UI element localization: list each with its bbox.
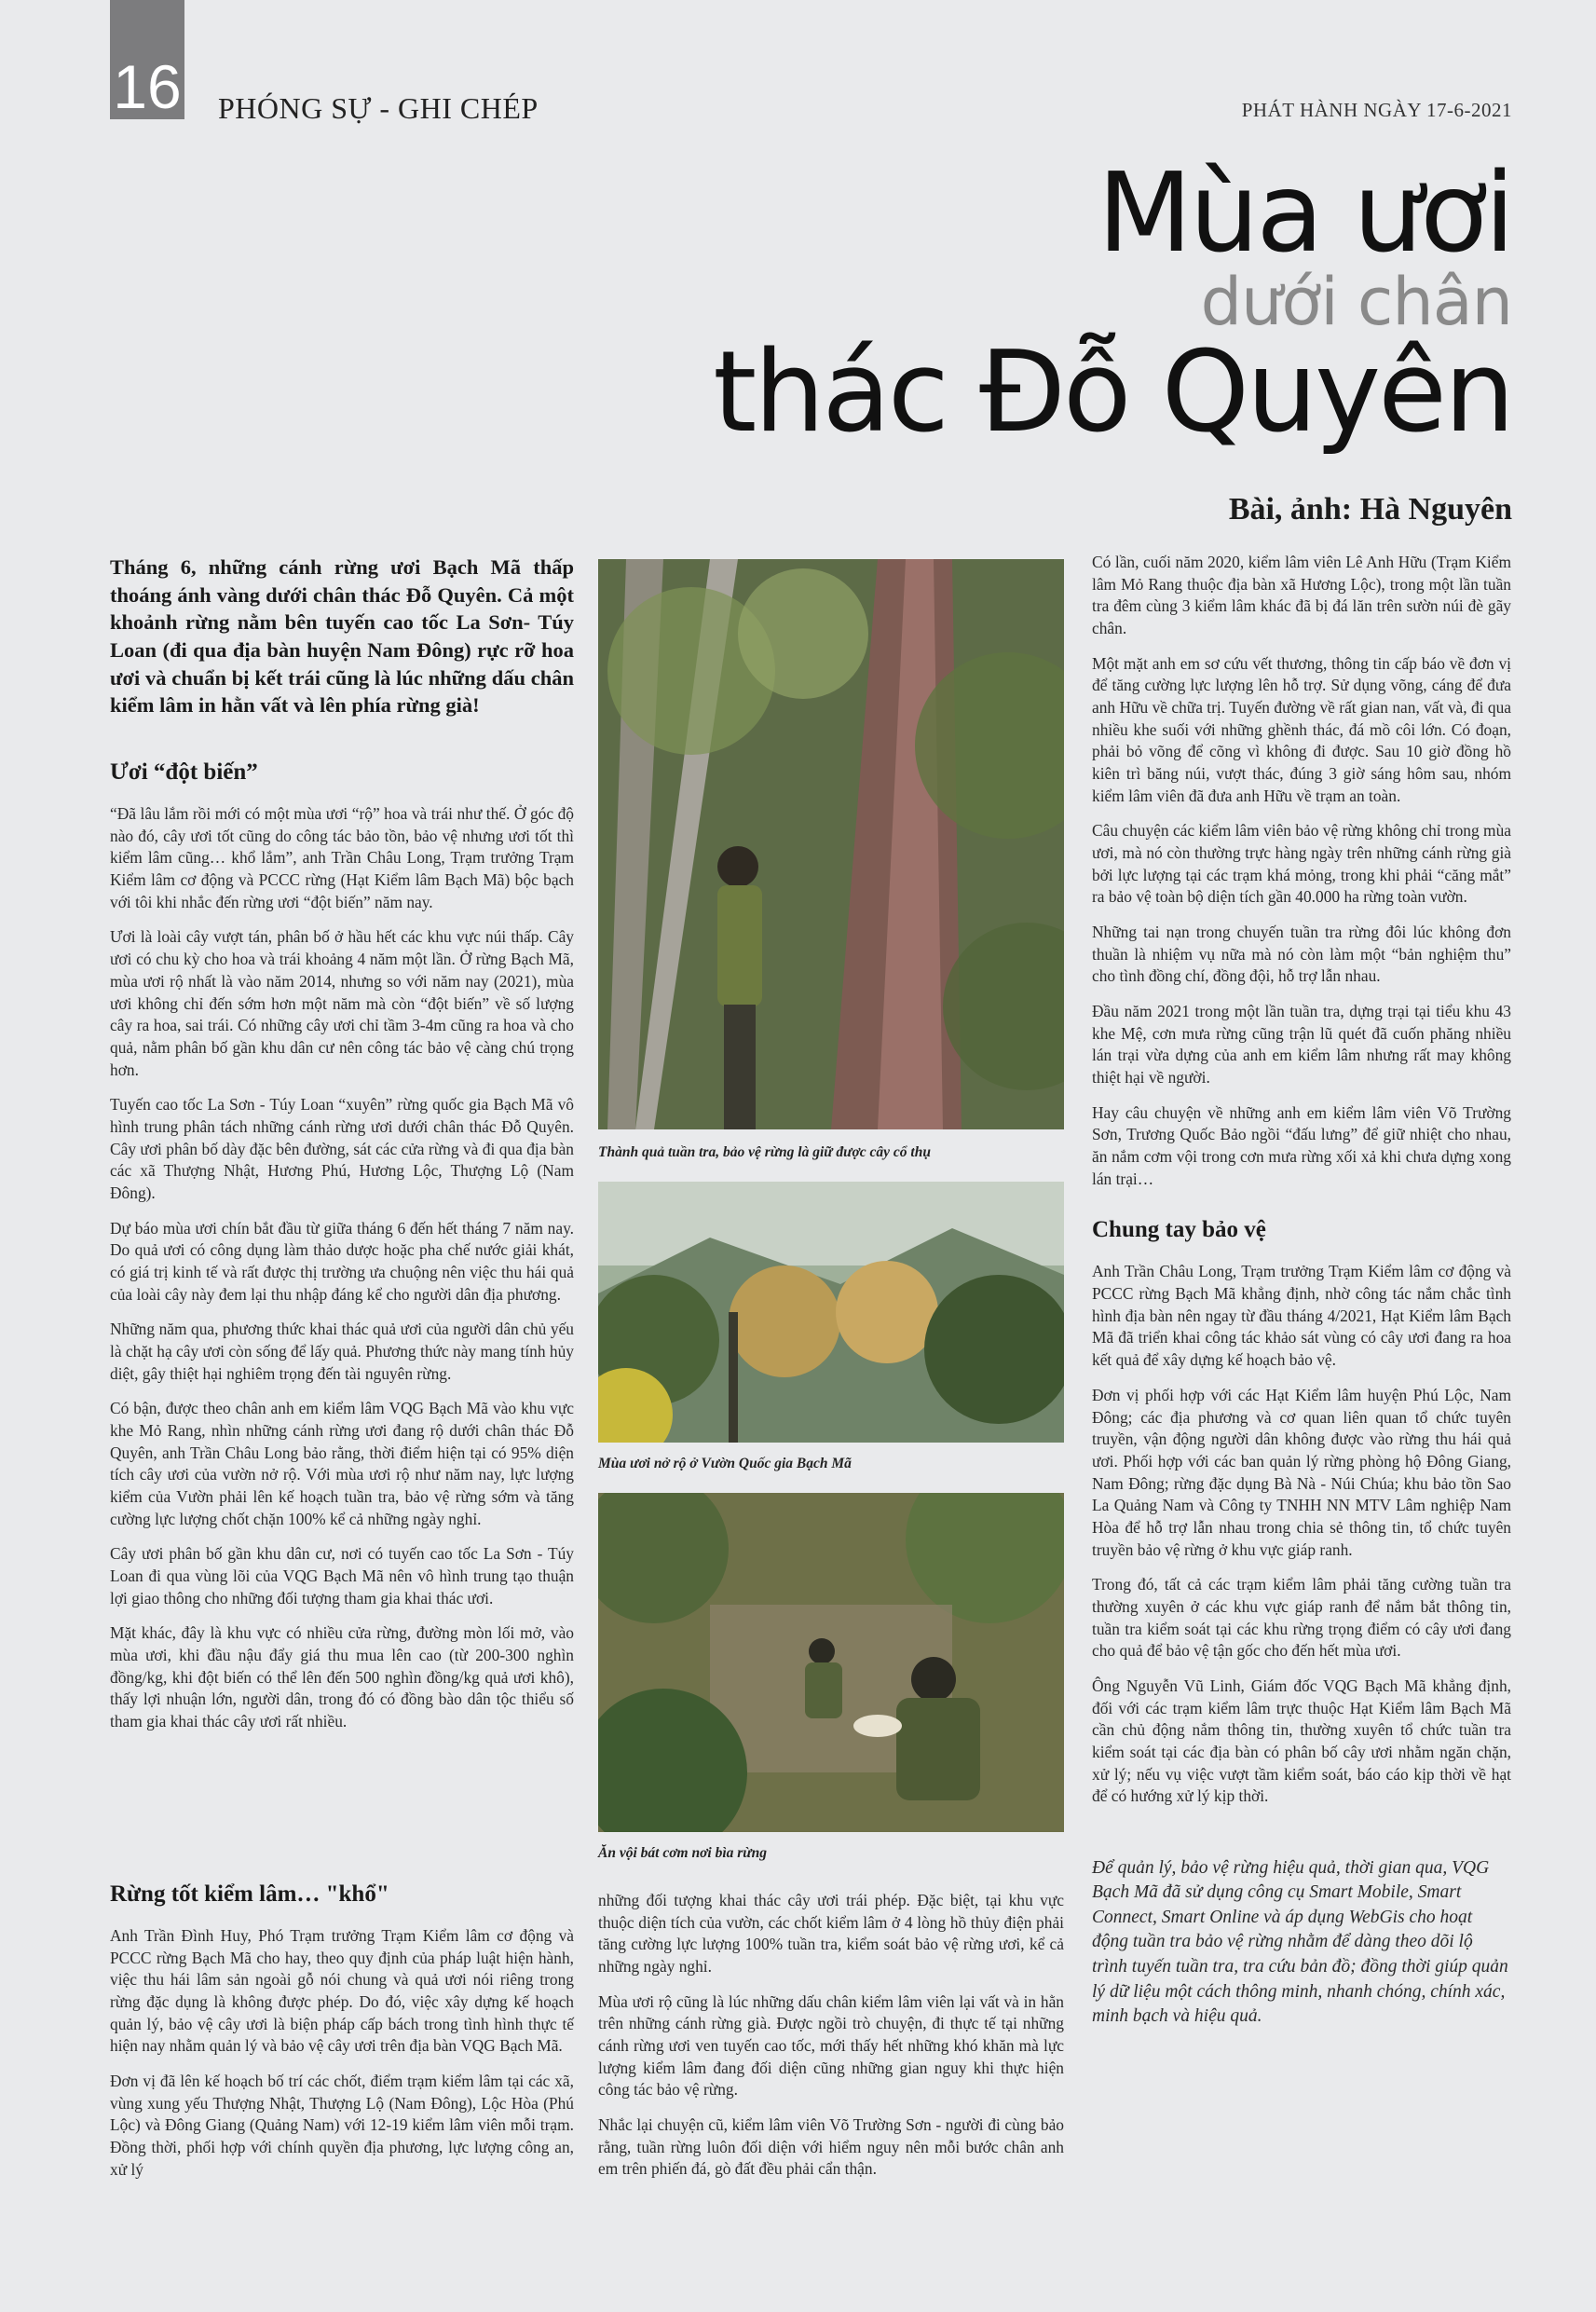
paragraph: “Đã lâu lắm rồi mới có một mùa ươi “rộ” hoa và trái như thế. Ở góc độ nào đó, cây ươi tốt cũng do công tác bảo tồn, bảo vệ nhưng ươi tốt thì kiểm lâm cũng… khổ lắm”, anh Trần Châu Long, Trạm trưởng Trạm Kiểm lâm cơ động và PCCC rừng (Hạt Kiểm lâm Bạch Mã) bộc bạch với tôi khi nhắc đến rừng ươi “đột biến” năm nay. [110,804,574,911]
page-number: 16 [110,0,184,119]
paragraph: Đơn vị đã lên kế hoạch bố trí các chốt, điểm trạm kiểm lâm tại các xã, vùng xung yếu Thượng Nhật, Thượng Lộ (Nam Đông), Lộc Hòa (Phú Lộc) và Đông Giang (Quảng Nam) với 12-19 kiểm lâm viên mỗi trạm. Đồng thời, phối hợp với chính quyền địa phương, lực lượng công an, xử lý [110,2072,574,2179]
subheading-3: Chung tay bảo vệ [1092,1217,1266,1243]
paragraph: những đối tượng khai thác cây ươi trái phép. Đặc biệt, tại khu vực thuộc diện tích của vườn, các chốt kiểm lâm ở 4 lòng hồ thủy điện phải tăng cường lực lượng 100% tuần tra, kiểm soát bảo vệ rừng ươi, kể cả những ngày nghỉ. [598,1891,1064,1977]
headline [713,148,1512,458]
article-column-3 [1092,552,1511,2043]
photo-caption-3: Ăn vội bát cơm nơi bìa rừng [598,1845,767,1861]
photo-caption-1: Thành quả tuần tra, bảo vệ rừng là giữ được cây cổ thụ [598,1144,931,1160]
headline-line-1: Mùa ươi [1097,148,1512,277]
headline-line-3: thác Đỗ Quyên [713,327,1512,458]
subheading-1: Ươi “đột biến” [110,759,258,786]
paragraph: Tuyến cao tốc La Sơn - Túy Loan “xuyên” rừng quốc gia Bạch Mã vô hình trung phân tách những cánh rừng ươi dưới chân thác Đỗ Quyên. Cây ươi phân bố dày đặc bên đường, sát các cửa rừng và đi qua địa bàn các xã Thượng Nhật, Hương Phú, Hương Lộc, Thượng Lộ (Nam Đông). [110,1095,574,1202]
paragraph: Nhắc lại chuyện cũ, kiểm lâm viên Võ Trường Sơn - người đi cùng bảo rằng, tuần rừng luôn đối diện với hiểm nguy nên mỗi bước chân anh em trên phiến đá, gò đất đều phải cẩn thận. [598,2115,1064,2179]
issue-date: PHÁT HÀNH NGÀY 17-6-2021 [1241,99,1512,121]
paragraph: Anh Trần Châu Long, Trạm trưởng Trạm Kiểm lâm cơ động và PCCC rừng Bạch Mã khẳng định, nhờ công tác nắm chắc tình hình địa bàn nên ngay từ đầu tháng 4/2021, Hạt Kiểm lâm Bạch Mã đã triển khai công tác khảo sát vùng có cây ươi đang ra hoa kết quả để xây dựng kế hoạch bảo vệ. [1092,1262,1511,1370]
paragraph: Những năm qua, phương thức khai thác quả ươi của người dân chủ yếu là chặt hạ cây ươi còn sống để lấy quả. Phương thức này mang tính hủy diệt, gây thiệt hại nghiêm trọng đến tài nguyên rừng. [110,1320,574,1383]
paragraph: Có bận, được theo chân anh em kiểm lâm VQG Bạch Mã vào khu vực khe Mỏ Rang, nhìn những cánh rừng ươi đang rộ dưới chân thác Đỗ Quyên, anh Trần Châu Long bảo rằng, thời điểm hiện tại có 95% diện tích cây ươi của vườn nở rộ. Với mùa ươi rộ như năm nay, lực lượng kiểm của Vườn phải lên kế hoạch tuần tra, bảo vệ rừng sớm và tăng cường lực lượng chốt chặn 100% kể cả những ngày nghỉ. [110,1399,574,1528]
paragraph: Một mặt anh em sơ cứu vết thương, thông tin cấp báo về đơn vị để tăng cường lực lượng lên hỗ trợ. Sử dụng võng, cáng để đưa anh Hữu về chữa trị. Tuyến đường về rất gian nan, vất và, đi qua nhiều khe suối với những ghềnh thác, đá mồ côi lớn. Có đoạn, phải bỏ võng để cõng vì không đi được. Sau 10 giờ đồng hồ kiên trì băng núi, vượt thác, đúng 3 giờ sáng hôm sau, nhóm kiểm lâm viên đã đưa anh Hữu về trạm an toàn. [1092,653,1511,805]
forest-ranger-tree-photo [598,559,1064,1129]
article-column-1 [110,554,574,1746]
byline: Bài, ảnh: Hà Nguyên [1228,492,1512,527]
article-column-1-bottom [110,1879,574,2194]
paragraph: Ông Nguyễn Vũ Linh, Giám đốc VQG Bạch Mã khẳng định, đối với các trạm kiểm lâm trực thuộc Hạt Kiểm lâm Bạch Mã cần chủ động nắm thông tin, thường xuyên tổ chức tuần tra kiểm soát tại các địa bàn có phân bố cây ươi nhằm ngăn chặn, xử lý; nếu vụ việc vượt tầm kiểm soát, báo cáo kịp thời về hạt để có hướng xử lý kịp thời. [1092,1676,1511,1806]
paragraph: Đầu năm 2021 trong một lần tuần tra, dựng trại tại tiểu khu 43 khe Mệ, cơn mưa rừng cũng trận lũ quét đã cuốn phăng nhiều lán trại vừa dựng của anh em kiểm lâm nhưng rất may không thiệt hại về người. [1092,1002,1511,1088]
rangers-meal-photo [598,1493,1064,1832]
paragraph: Trong đó, tất cả các trạm kiểm lâm phải tăng cường tuần tra thường xuyên ở các khu vực giáp ranh để nắm bắt thông tin, tuần tra kiểm soát tại các khu rừng trọng điểm có cây ươi đang cho quả để bảo vệ tận gốc cho đến hết mùa ươi. [1092,1575,1511,1661]
paragraph: Anh Trần Đình Huy, Phó Trạm trưởng Trạm Kiểm lâm cơ động và PCCC rừng Bạch Mã cho hay, theo quy định của pháp luật hiện hành, việc thu hái lâm sản ngoài gỗ nói chung và quả ươi nói riêng trong rừng đặc dụng là không được phép. Do đó, việc xây dựng kế hoạch quản lý, bảo vệ cây ươi là biện pháp cấp bách trong tình hình thực tế hiện nay nhằm quản lý và bảo vệ cây ươi trên địa bàn VQG Bạch Mã. [110,1926,574,2056]
paragraph: Câu chuyện các kiểm lâm viên bảo vệ rừng không chỉ trong mùa ươi, mà nó còn thường trực hàng ngày trên những cánh rừng già bởi lực lượng tại các trạm khá mỏng, trong khi phải “căng mắt” ra bảo vệ toàn bộ diện tích gần 40.000 ha rừng toàn vườn. [1092,821,1511,907]
photo-caption-2: Mùa ươi nở rộ ở Vườn Quốc gia Bạch Mã [598,1456,852,1471]
paragraph: Đơn vị phối hợp với các Hạt Kiểm lâm huyện Phú Lộc, Nam Đông; các địa phương và cơ quan liên quan tổ chức tuyên truyền, vận động người dân không được vào rừng thu hái quả ươi. Phối hợp với các ban quản lý rừng phòng hộ Đông Giang, Nam Đông; rừng đặc dụng Bà Nà - Núi Chúa; khu bảo tồn Sao La Quảng Nam và Công ty TNHH NN MTV Lâm nghiệp Nam Hòa để hỗ trợ lẫn nhau trong chia sẻ thông tin, tổ chức tuyên truyền bảo vệ rừng ở khu vực giáp ranh. [1092,1385,1511,1559]
section-title: PHÓNG SỰ - GHI CHÉP [218,91,539,125]
article-column-2-bottom [598,1890,1064,2194]
subheading-2: Rừng tốt kiểm lâm… "khổ" [110,1881,389,1907]
paragraph: Mặt khác, đây là khu vực có nhiều cửa rừng, đường mòn lối mở, vào mùa ươi, khi đầu nậu đẩy giá thu mua lên cao (từ 200-300 nghìn đồng/kg, khi đột biến có thể lên đến 500 nghìn đồng/kg quả ươi khô), thấy lợi nhuận lớn, người dân, trong đó có đồng bào dân tộc thiểu số tham gia khai thác cây ươi rất nhiều. [110,1623,574,1731]
paragraph: Ươi là loài cây vượt tán, phân bố ở hầu hết các khu vực núi thấp. Cây ươi có chu kỳ cho hoa và trái khoảng 4 năm một lần. Ở rừng Bạch Mã, mùa ươi rộ nhất là vào năm 2014, nhưng so với năm nay (2021), mùa ươi không chỉ đến sớm hơn một năm mà còn “đột biến” về số lượng cây ra hoa, sai trái. Có những cây ươi chỉ tầm 3-4m cũng ra hoa và cho quả, nằm phân bố gần khu dân cư nên công tác bảo vệ càng chú trọng hơn. [110,927,574,1079]
lead-paragraph: Tháng 6, những cánh rừng ươi Bạch Mã thấp thoáng ánh vàng dưới chân thác Đỗ Quyên. Cả một khoảnh rừng nằm bên tuyến cao tốc La Sơn- Túy Loan (đi qua địa bàn huyện Nam Đông) rực rỡ hoa ươi và chuẩn bị kết trái cũng là lúc những dấu chân kiểm lâm in hằn vất và lên phía rừng già! [110,555,574,718]
paragraph: Cây ươi phân bố gần khu dân cư, nơi có tuyến cao tốc La Sơn - Túy Loan đi qua vùng lõi của VQG Bạch Mã nên vô hình trung tạo thuận lợi giao thông cho những đối tượng tham gia khai thác ươi. [110,1544,574,1607]
closing-note: Để quản lý, bảo vệ rừng hiệu quả, thời gian qua, VQG Bạch Mã đã sử dụng công cụ Smart Mobile, Smart Connect, Smart Online và áp dụng WebGis cho hoạt động tuần tra bảo vệ rừng nhằm để dàng theo dõi lộ trình tuyến tuần tra, tra cứu bản đồ; đồng thời giúp quản lý dữ liệu một cách thông minh, nhanh chóng, chính xác, minh bạch và hiệu quả. [1092,1857,1508,2027]
paragraph: Những tai nạn trong chuyến tuần tra rừng đôi lúc không đơn thuần là nhiệm vụ nữa mà nó còn làm một “bản nghiệm thu” cho tình đồng chí, đồng đội, hỗ trợ lẫn nhau. [1092,923,1511,986]
headline-line-2: dưới chân [1200,264,1512,341]
paragraph: Mùa ươi rộ cũng là lúc những dấu chân kiểm lâm viên lại vất và in hằn trên những cánh rừng già. Được ngồi trò chuyện, đi thực tế tại những cánh rừng ươi ven tuyến cao tốc, mới thấy hết những khó khăn mà lực lượng kiểm lâm đang đối diện cũng những gian nguy khi thực hiện công tác bảo vệ rừng. [598,1991,1064,2100]
paragraph: Dự báo mùa ươi chín bắt đầu từ giữa tháng 6 đến hết tháng 7 năm nay. Do quả ươi có công dụng làm thảo dược hoặc pha chế nước giải khát, có giá trị kinh tế và rất được thị trường ưa chuộng nên việc thu hái quả của loài cây này đem lại thu nhập đáng kể cho người dân địa phương. [110,1218,574,1304]
paragraph: Hay câu chuyện về những anh em kiểm lâm viên Võ Trường Sơn, Trương Quốc Bảo ngồi “đấu lưng” để giữ nhiệt cho nhau, ăn nắm cơm vội trong cơn mưa rừng xối xả khi chưa dựng xong lán trại… [1092,1102,1511,1188]
blooming-forest-photo [598,1182,1064,1443]
paragraph: Có lần, cuối năm 2020, kiểm lâm viên Lê Anh Hữu (Trạm Kiểm lâm Mỏ Rang thuộc địa bàn xã Hương Lộc), trong một lần tuần tra đêm cùng 3 kiểm lâm khác đã bị đá lăn trên sườn núi đè gãy chân. [1092,553,1511,638]
